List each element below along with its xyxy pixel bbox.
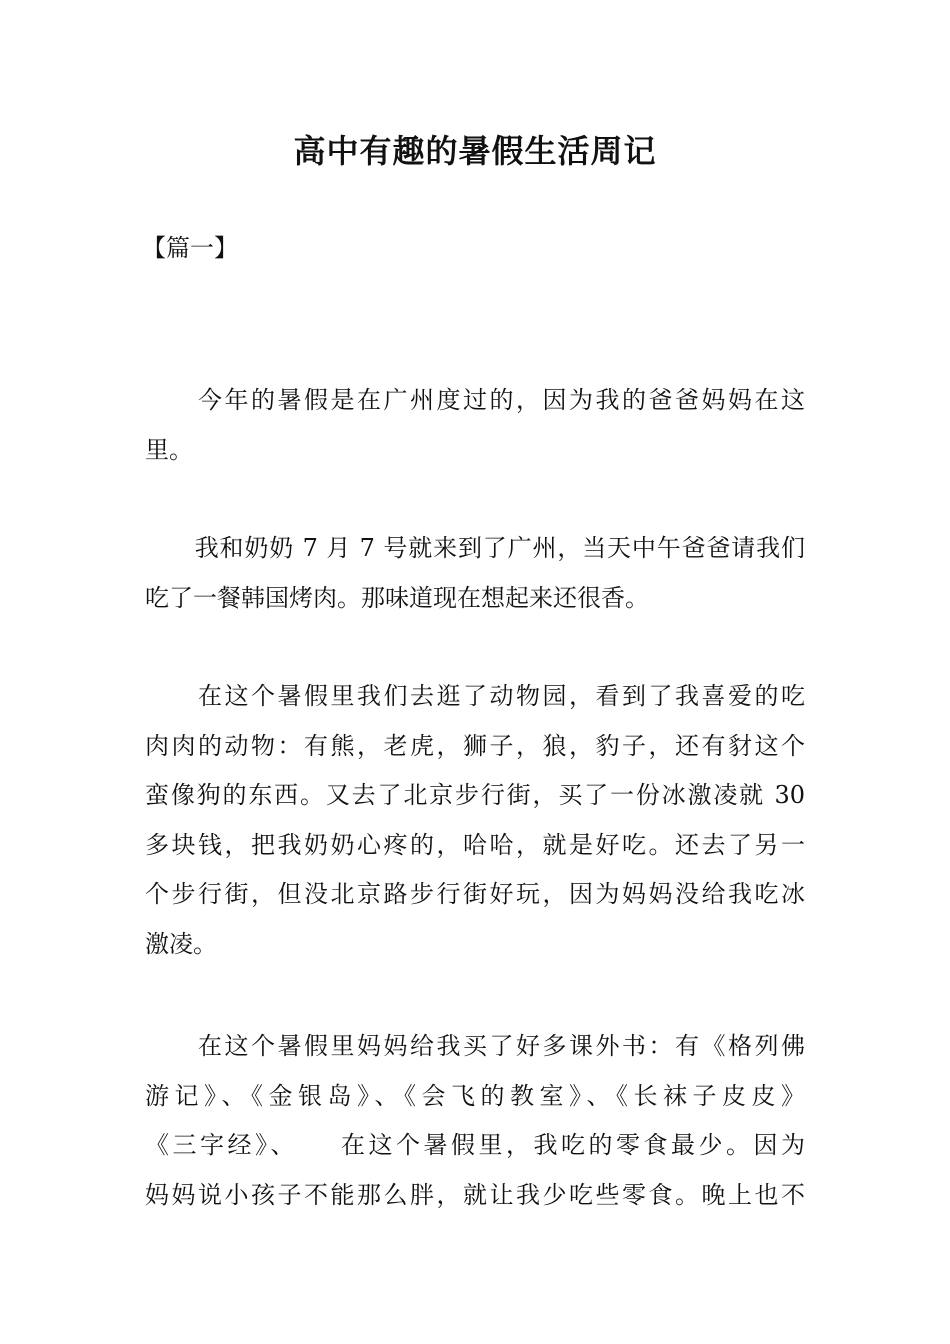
paragraph-1 xyxy=(145,376,805,475)
paragraph-line: 在这个暑假里妈妈给我买了好多课外书：有《格列佛 xyxy=(145,1032,805,1060)
section-label: 【篇一】 xyxy=(142,234,238,262)
paragraph-line: 在这个暑假里我们去逛了动物园，看到了我喜爱的吃 xyxy=(145,682,805,710)
paragraph-line: 肉肉的动物：有熊，老虎，狮子，狼，豹子，还有豺这个 xyxy=(145,731,805,760)
paragraph-line: 今年的暑假是在广州度过的，因为我的爸爸妈妈在这 xyxy=(145,386,805,414)
paragraph-2 xyxy=(145,524,805,623)
paragraph-line: 多块钱，把我奶奶心疼的，哈哈，就是好吃。还去了另一 xyxy=(145,830,805,859)
paragraph-line: 个步行街，但没北京路步行街好玩，因为妈妈没给我吃冰 xyxy=(145,880,805,908)
paragraph-line: 我和奶奶 7 月 7 号就来到了广州，当天中午爸爸请我们 xyxy=(145,534,805,562)
paragraph-line: 妈妈说小孩子不能那么胖，就让我少吃些零食。晚上也不 xyxy=(145,1180,805,1209)
paragraph-line: 吃了一餐韩国烤肉。那味道现在想起来还很香。 xyxy=(145,583,649,612)
paragraph-line: 里。 xyxy=(145,435,193,464)
paragraph-line: 蛮像狗的东西。又去了北京步行街，买了一份冰激凌就 30 xyxy=(145,781,805,809)
paragraph-3 xyxy=(145,672,805,969)
paragraph-line: 《三字经》、 在这个暑假里，我吃的零食最少。因为 xyxy=(145,1131,805,1159)
paragraph-4 xyxy=(145,1022,805,1220)
paragraph-line: 游记》、《金银岛》、《会飞的教室》、《长袜子皮皮》 xyxy=(145,1081,805,1110)
paragraph-line: 激凌。 xyxy=(145,929,217,958)
document-title: 高中有趣的暑假生活周记 xyxy=(293,132,657,170)
